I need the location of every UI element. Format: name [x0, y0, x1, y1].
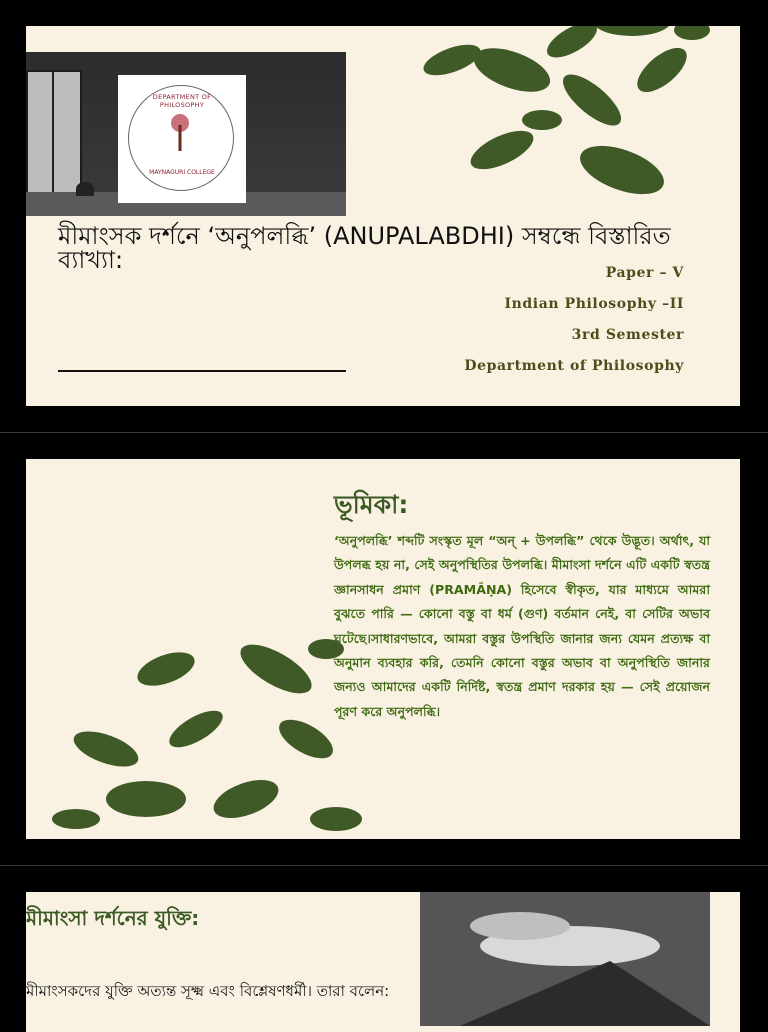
argument-slide: [26, 892, 740, 1032]
section-body: ‘অনুপলব্ধি’ শব্দটি সংস্কৃত মূল “অন্ + উপলব্ধি” থেকে উদ্ভূত। অর্থাৎ, যা উপলব্ধ হয় না, সেই অনুপস্থিতির উপলব্ধি। মীমাংসা দর্শনে এটি একটি স্বতন্ত্র জ্ঞানসাধন প্রমাণ (PRAMĀṆA) হিসেবে স্বীকৃত, যার মাধ্যমে আমরা বুঝতে পারি — কোনো বস্তু বা ধর্ম (গুণ) বর্তমান নেই, বা সেটির অভাব ঘটেছে।সাধারণভাবে, আমরা বস্তুর উপস্থিতি জানার জন্য যেমন প্রত্যক্ষ বা অনুমান ব্যবহার করি, তেমনি কোনো বস্তুর অভাব বা অনুপস্থিতি জানার জন্যও আমাদের একটি নির্দিষ্ট, স্বতন্ত্র প্রমাণ দরকার হয় — সেই প্রয়োজন পূরণ করে অনুপলব্ধি।: [334, 533, 710, 719]
course-info: [364, 258, 684, 382]
department-label: Department of Philosophy: [464, 358, 684, 374]
tree-icon: [170, 113, 190, 153]
title-slide: [26, 26, 740, 406]
logo-bottom-text: MAYNAGURI COLLEGE: [149, 169, 215, 176]
section-heading: ভূমিকা:: [334, 490, 409, 519]
mountain-photo: [420, 892, 710, 1026]
section-body: মীমাংসকদের যুক্তি অত্যন্ত সূক্ষ্ম এবং বিশ্লেষণধর্মী। তারা বলেন:: [26, 982, 390, 1000]
slide-divider: [0, 865, 768, 866]
semester-label: 3rd Semester: [571, 327, 684, 343]
section-heading: মীমাংসা দর্শনের যুক্তি:: [26, 906, 200, 930]
intro-slide: [26, 459, 740, 839]
slide-divider: [0, 432, 768, 433]
logo-top-text: DEPARTMENT OF PHILOSOPHY: [152, 93, 212, 109]
department-logo: [118, 75, 246, 203]
leaf-decoration: [46, 629, 366, 839]
leaf-decoration: [392, 26, 712, 220]
paper-label: Paper – V: [605, 265, 684, 281]
course-label: Indian Philosophy –II: [504, 296, 684, 312]
underline-divider: [58, 370, 346, 372]
slide-title: মীমাংসক দর্শনে ‘অনুপলব্ধি’ (ANUPALABDHI) সম্বন্ধে বিস্তারিত ব্যাখ্যা:: [58, 222, 671, 274]
